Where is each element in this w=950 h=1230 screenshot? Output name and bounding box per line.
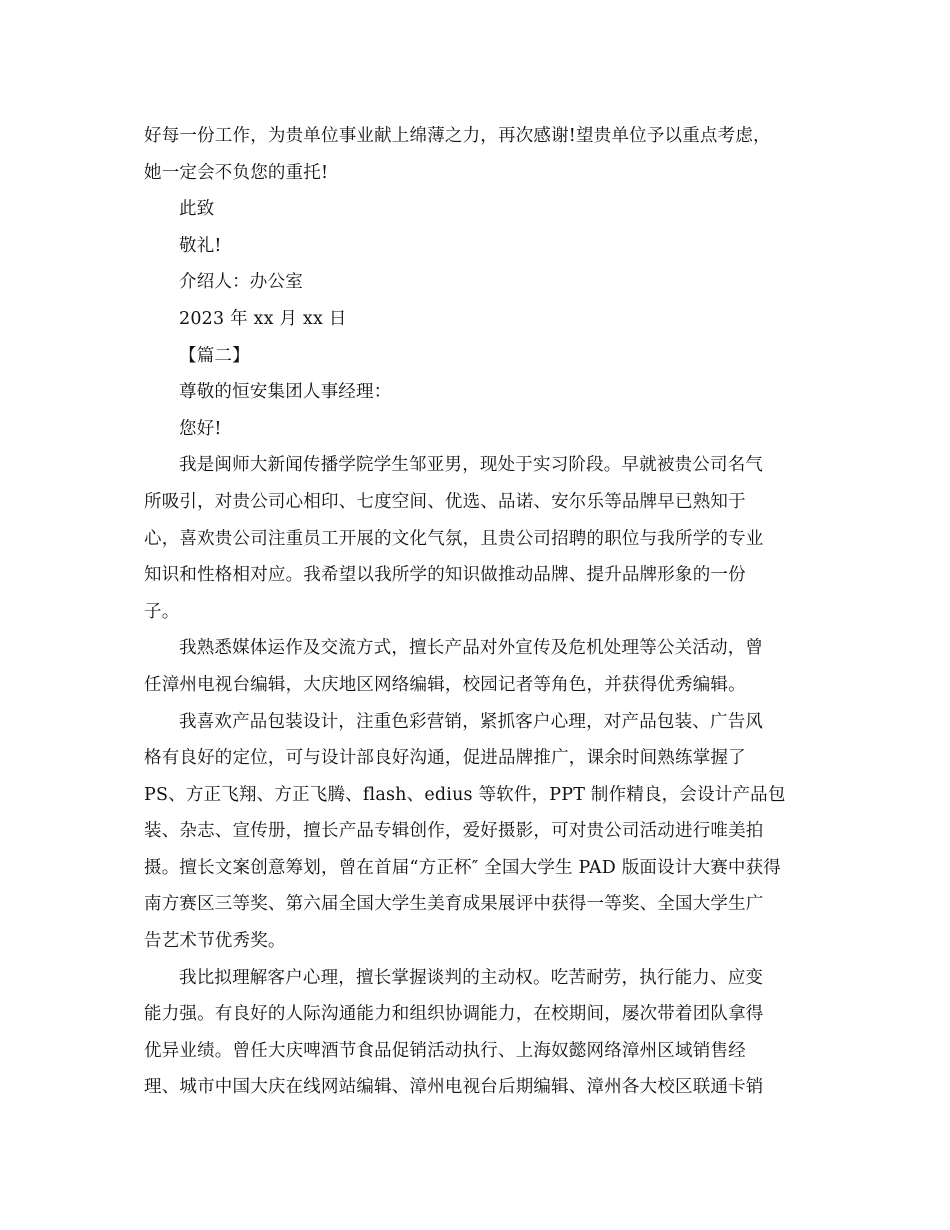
text-line: 南方赛区三等奖、第六届全国大学生美育成果展评中获得一等奖、全国大学生广 bbox=[144, 894, 764, 915]
text-line: 【篇二】 bbox=[179, 345, 250, 366]
text-line: 此致 bbox=[179, 199, 215, 220]
text-line: 她一定会不负您的重托! bbox=[144, 162, 329, 183]
text-line: PS、方正飞翔、方正飞腾、flash、edius 等软件，PPT 制作精良，会设计产品包 bbox=[144, 784, 786, 805]
text-line: 2023 年 xx 月 xx 日 bbox=[179, 308, 347, 329]
text-line: 优异业绩。曾任大庆啤酒节食品促销活动执行、上海奴懿网络漳州区域销售经 bbox=[144, 1040, 746, 1061]
text-line: 好每一份工作，为贵单位事业献上绵薄之力，再次感谢!望贵单位予以重点考虑， bbox=[144, 126, 771, 146]
document-body bbox=[144, 118, 804, 1106]
text-line: 敬礼! bbox=[179, 235, 222, 256]
text-line: 我是闽师大新闻传播学院学生邹亚男，现处于实习阶段。早就被贵公司名气 bbox=[179, 455, 764, 476]
text-line: 子。 bbox=[144, 601, 180, 622]
text-line: 我熟悉媒体运作及交流方式，擅长产品对外宣传及危机处理等公关活动，曾 bbox=[179, 638, 764, 659]
text-line: 能力强。有良好的人际沟通能力和组织协调能力，在校期间，屡次带着团队拿得 bbox=[144, 1004, 764, 1025]
text-line: 理、城市中国大庆在线网站编辑、漳州电视台后期编辑、漳州各大校区联通卡销 bbox=[144, 1077, 764, 1098]
text-line: 告艺术节优秀奖。 bbox=[144, 931, 286, 952]
text-line: 装、杂志、宣传册，擅长产品专辑创作，爱好摄影，可对贵公司活动进行唯美拍 bbox=[144, 821, 764, 842]
text-line: 心，喜欢贵公司注重员工开展的文化气氛，且贵公司招聘的职位与我所学的专业 bbox=[144, 528, 764, 549]
text-line: 我比拟理解客户心理，擅长掌握谈判的主动权。吃苦耐劳，执行能力、应变 bbox=[179, 967, 764, 988]
text-line: 摄。擅长文案创意筹划，曾在首届“方正杯″ 全国大学生 PAD 版面设计大赛中获得 bbox=[144, 857, 782, 878]
text-line: 任漳州电视台编辑，大庆地区网络编辑，校园记者等角色，并获得优秀编辑。 bbox=[144, 674, 746, 695]
text-line: 您好! bbox=[179, 418, 222, 439]
text-line: 知识和性格相对应。我希望以我所学的知识做推动品牌、提升品牌形象的一份 bbox=[144, 565, 746, 586]
text-line: 尊敬的恒安集团人事经理： bbox=[179, 382, 392, 403]
text-line: 格有良好的定位，可与设计部良好沟通，促进品牌推广，课余时间熟练掌握了 bbox=[144, 748, 746, 769]
text-line: 所吸引，对贵公司心相印、七度空间、优选、品诺、安尔乐等品牌早已熟知于 bbox=[144, 491, 746, 512]
text-line: 介绍人：办公室 bbox=[179, 272, 303, 293]
text-line: 我喜欢产品包装设计，注重色彩营销，紧抓客户心理，对产品包装、广告风 bbox=[179, 711, 764, 732]
